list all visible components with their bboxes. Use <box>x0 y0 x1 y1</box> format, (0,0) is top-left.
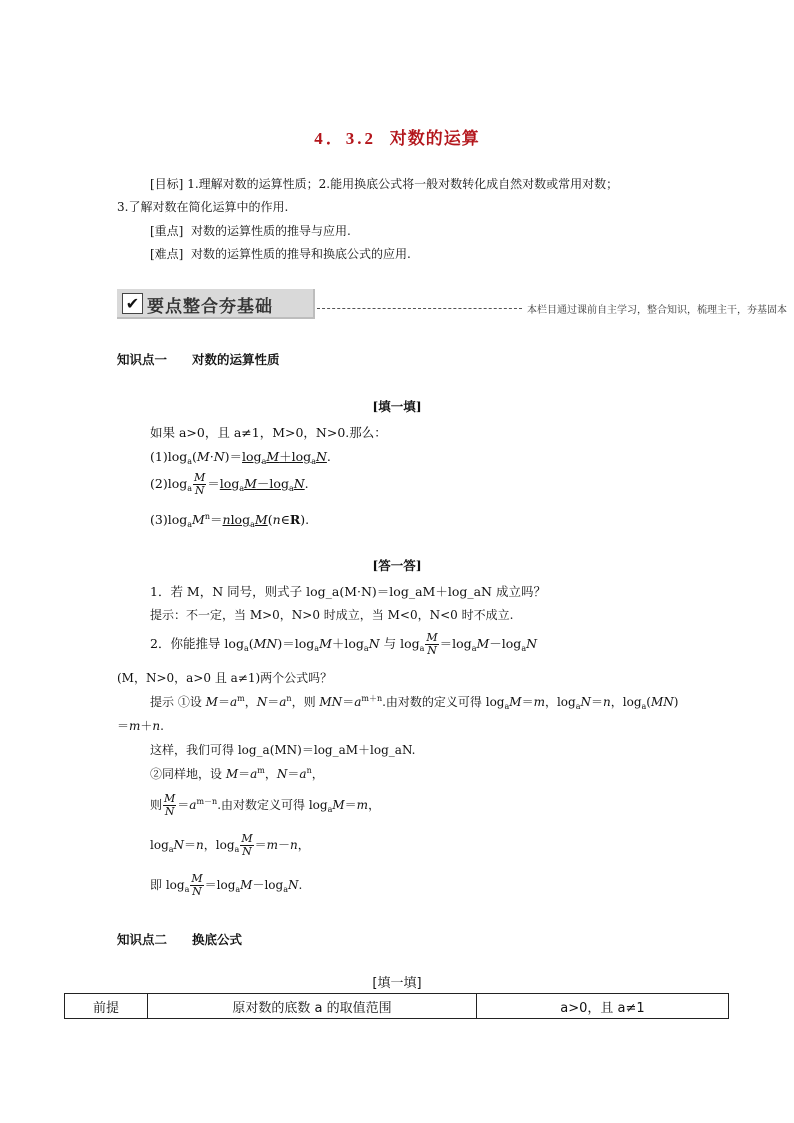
property-3: $(3)\log_aM^n=nlog_aM(n\in R)$. <box>150 512 310 529</box>
kp1-answer-heading: [答一答] <box>372 558 422 573</box>
check-icon: ✔ <box>122 293 143 314</box>
goal-target: [目标] 1.理解对数的运算性质；2.能用换底公式将一般对数转化成自然对数或常用对数； <box>150 177 619 191</box>
change-of-base-table <box>64 993 729 1019</box>
kp1-heading: 知识点一 对数的运算性质 <box>117 352 280 367</box>
table-cell: 前提 <box>65 994 148 1019</box>
hint-2-line-5: 则 $\frac{M}{N}$ $=a^{m-n}$.由对数定义可得 $\log_aM=m$， <box>150 792 381 818</box>
question-2: 2．你能推导 $\log_a(MN)=\log_aM+\log_aN$ 与 $\log_a$ $\frac{M}{N}$ $=\log_aM-\log_aN$ <box>150 631 538 657</box>
kp2-heading: 知识点二 换底公式 <box>117 932 243 947</box>
property-1: $(1)\log_a(M\cdot N)=\log_aM+\log_aN$. <box>150 449 331 466</box>
banner-box <box>117 289 315 319</box>
hint-2-line-7: 即 $\log_a$ $\frac{M}{N}$ $=\log_aM-\log_aN$. <box>150 872 303 898</box>
hint-2-line-2: ＝m＋n. <box>117 719 164 733</box>
page-title: 4．3.2 对数的运算 <box>314 129 480 149</box>
hint-2-line-1: 提示 ①设 $M=a^m$，$N=a^n$，则 $MN=a^{m+n}$.由对数的定义可得 $\log_aM=m$，$\log_aN=n$，$\log_a(MN)$ <box>150 694 679 711</box>
kp1-intro: 如果 a>0，且 a≠1，M>0，N>0.那么： <box>150 425 387 440</box>
goal-difficulty: [难点] 对数的运算性质的推导和换底公式的应用. <box>150 247 411 261</box>
table-cell: a>0，且 a≠1 <box>477 994 729 1019</box>
hint-2-line-6: $\log_aN=n$，$\log_a$ $\frac{M}{N}$ ＝m－n， <box>150 832 310 858</box>
banner-divider <box>317 308 522 309</box>
question-2-cont: (M，N>0，a>0 且 a≠1)两个公式吗？ <box>117 671 333 685</box>
question-1: 1．若 M，N 同号，则式子 log_a(M·N)＝log_aM＋log_aN 成立吗？ <box>150 584 546 599</box>
goal-key: [重点] 对数的运算性质的推导与应用. <box>150 224 351 238</box>
goal-target-cont: 3.了解对数在简化运算中的作用. <box>117 200 289 214</box>
hint-1: 提示：不一定，当 M>0，N>0 时成立，当 M<0，N<0 时不成立. <box>150 608 514 622</box>
banner-note: 本栏目通过课前自主学习，整合知识，梳理主干，夯基固本 <box>527 305 787 316</box>
hint-2-line-4: ②同样地，设 $M=a^m$，$N=a^n$， <box>150 766 324 781</box>
hint-2-line-3: 这样，我们可得 log_a(MN)＝log_aM＋log_aN. <box>150 743 416 757</box>
table-row <box>65 994 729 1019</box>
kp2-fill-heading: [填一填] <box>372 976 422 991</box>
table-cell: 原对数的底数 a 的取值范围 <box>148 994 477 1019</box>
property-2: $(2)\log_a$ $\frac{M}{N}$ $=\log_aM-\log_aN$. <box>150 471 309 497</box>
section-banner <box>117 289 787 319</box>
kp1-fill-heading: [填一填] <box>372 399 422 414</box>
banner-title: 要点整合夯基础 <box>147 297 273 317</box>
